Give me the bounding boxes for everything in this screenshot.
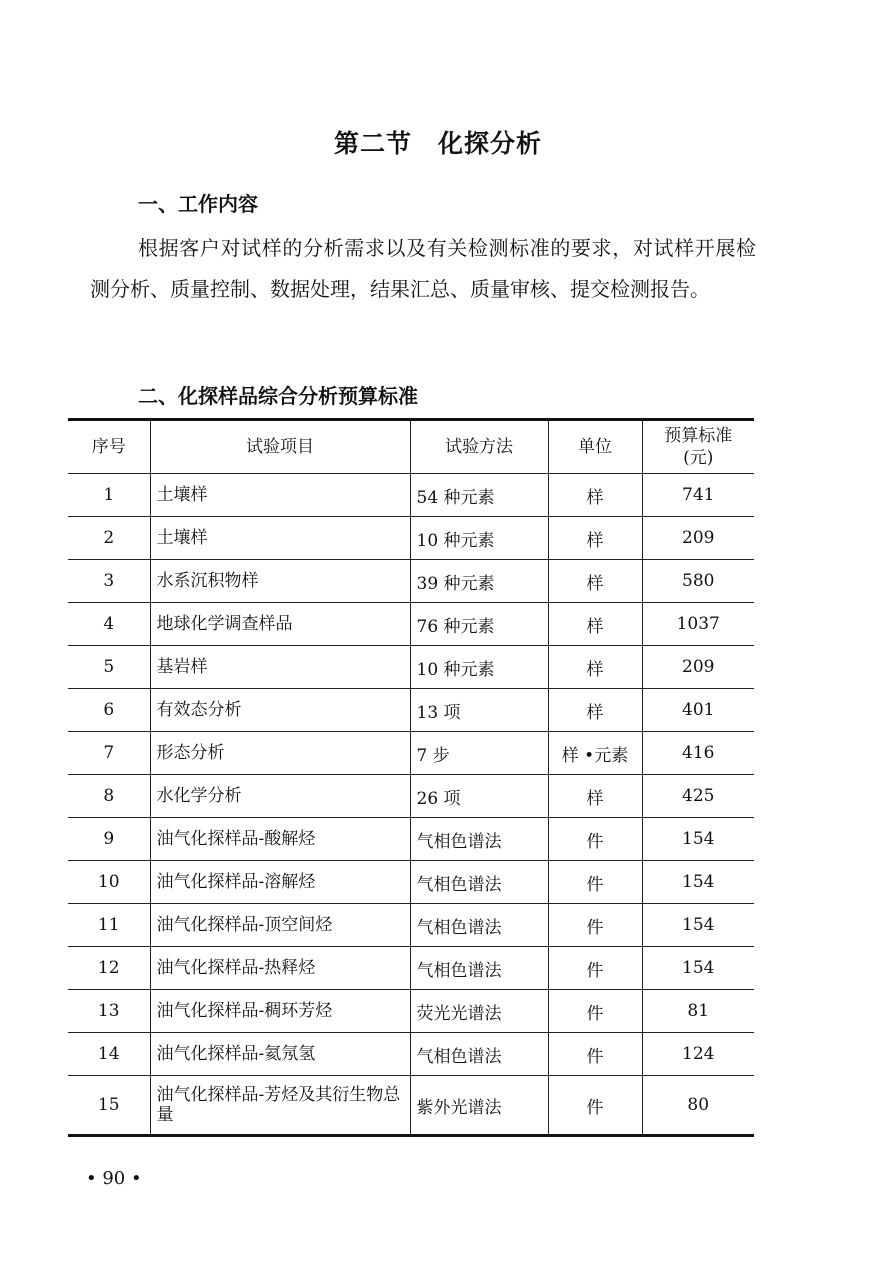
cell-no: 11 xyxy=(68,904,150,947)
cell-unit: 件 xyxy=(548,1033,642,1076)
cell-no: 3 xyxy=(68,560,150,603)
header-item: 试验项目 xyxy=(150,420,410,474)
cell-price: 154 xyxy=(642,947,754,990)
header-price-line2: (元) xyxy=(683,448,714,468)
cell-price: 209 xyxy=(642,517,754,560)
cell-item: 油气化探样品-稠环芳烃 xyxy=(150,990,410,1033)
work-content-paragraph: 根据客户对试样的分析需求以及有关检测标准的要求，对试样开展检测分析、质量控制、数据处理，结果汇总、质量审核、提交检测报告。 xyxy=(90,236,756,301)
cell-no: 15 xyxy=(68,1076,150,1136)
table-row xyxy=(68,775,754,818)
cell-price: 416 xyxy=(642,732,754,775)
cell-method: 荧光光谱法 xyxy=(410,990,548,1033)
cell-price: 209 xyxy=(642,646,754,689)
cell-item: 油气化探样品-溶解烃 xyxy=(150,861,410,904)
cell-item: 基岩样 xyxy=(150,646,410,689)
table-row xyxy=(68,560,754,603)
budget-table xyxy=(68,418,754,1137)
cell-unit: 样 xyxy=(548,603,642,646)
cell-method: 13 项 xyxy=(410,689,548,732)
cell-item: 形态分析 xyxy=(150,732,410,775)
cell-method: 54 种元素 xyxy=(410,474,548,517)
cell-item: 油气化探样品-顶空间烃 xyxy=(150,904,410,947)
section-heading-work-content: 一、工作内容 xyxy=(138,192,258,216)
cell-unit: 件 xyxy=(548,1076,642,1136)
cell-price: 401 xyxy=(642,689,754,732)
cell-unit: 件 xyxy=(548,947,642,990)
cell-method: 气相色谱法 xyxy=(410,947,548,990)
cell-method: 76 种元素 xyxy=(410,603,548,646)
table-body xyxy=(68,474,754,1136)
table-header-row xyxy=(68,420,754,474)
cell-unit: 样 xyxy=(548,517,642,560)
table-row xyxy=(68,646,754,689)
cell-no: 6 xyxy=(68,689,150,732)
table-row xyxy=(68,1033,754,1076)
table-row xyxy=(68,1076,754,1136)
cell-method: 10 种元素 xyxy=(410,646,548,689)
table-row xyxy=(68,517,754,560)
cell-method: 气相色谱法 xyxy=(410,1033,548,1076)
table-row xyxy=(68,474,754,517)
cell-no: 4 xyxy=(68,603,150,646)
cell-unit: 样 xyxy=(548,560,642,603)
header-method: 试验方法 xyxy=(410,420,548,474)
cell-price: 154 xyxy=(642,861,754,904)
cell-method: 气相色谱法 xyxy=(410,818,548,861)
cell-price: 580 xyxy=(642,560,754,603)
cell-unit: 样 •元素 xyxy=(548,732,642,775)
cell-unit: 件 xyxy=(548,861,642,904)
cell-price: 81 xyxy=(642,990,754,1033)
cell-item: 油气化探样品-芳烃及其衍生物总量 xyxy=(150,1076,410,1136)
cell-no: 10 xyxy=(68,861,150,904)
header-price xyxy=(642,420,754,474)
cell-method: 紫外光谱法 xyxy=(410,1076,548,1136)
table-row xyxy=(68,947,754,990)
cell-price: 1037 xyxy=(642,603,754,646)
cell-unit: 样 xyxy=(548,689,642,732)
cell-price: 154 xyxy=(642,818,754,861)
table-row xyxy=(68,818,754,861)
cell-method: 26 项 xyxy=(410,775,548,818)
cell-price: 425 xyxy=(642,775,754,818)
table-row xyxy=(68,990,754,1033)
cell-no: 7 xyxy=(68,732,150,775)
cell-item: 油气化探样品-热释烃 xyxy=(150,947,410,990)
cell-method: 10 种元素 xyxy=(410,517,548,560)
cell-no: 1 xyxy=(68,474,150,517)
cell-unit: 样 xyxy=(548,775,642,818)
cell-price: 154 xyxy=(642,904,754,947)
table-row xyxy=(68,861,754,904)
cell-price: 124 xyxy=(642,1033,754,1076)
cell-no: 12 xyxy=(68,947,150,990)
cell-no: 9 xyxy=(68,818,150,861)
cell-item: 土壤样 xyxy=(150,517,410,560)
cell-item: 土壤样 xyxy=(150,474,410,517)
cell-unit: 件 xyxy=(548,990,642,1033)
cell-unit: 件 xyxy=(548,904,642,947)
cell-item: 油气化探样品-氦氖氢 xyxy=(150,1033,410,1076)
section-heading-budget-standard: 二、化探样品综合分析预算标准 xyxy=(138,384,418,408)
cell-no: 5 xyxy=(68,646,150,689)
header-no: 序号 xyxy=(68,420,150,474)
table-row xyxy=(68,689,754,732)
cell-item: 有效态分析 xyxy=(150,689,410,732)
cell-item: 水系沉积物样 xyxy=(150,560,410,603)
table-row xyxy=(68,603,754,646)
cell-method: 39 种元素 xyxy=(410,560,548,603)
cell-unit: 件 xyxy=(548,818,642,861)
cell-no: 8 xyxy=(68,775,150,818)
cell-price: 741 xyxy=(642,474,754,517)
cell-item: 水化学分析 xyxy=(150,775,410,818)
header-unit: 单位 xyxy=(548,420,642,474)
page-title: 第二节 化探分析 xyxy=(333,129,542,158)
cell-method: 气相色谱法 xyxy=(410,861,548,904)
table-row xyxy=(68,904,754,947)
cell-item: 油气化探样品-酸解烃 xyxy=(150,818,410,861)
cell-price: 80 xyxy=(642,1076,754,1136)
page-number: • 90 • xyxy=(86,1168,142,1189)
cell-unit: 样 xyxy=(548,646,642,689)
cell-item: 地球化学调查样品 xyxy=(150,603,410,646)
cell-no: 14 xyxy=(68,1033,150,1076)
cell-unit: 样 xyxy=(548,474,642,517)
cell-method: 7 步 xyxy=(410,732,548,775)
cell-no: 2 xyxy=(68,517,150,560)
cell-method: 气相色谱法 xyxy=(410,904,548,947)
cell-no: 13 xyxy=(68,990,150,1033)
table-row xyxy=(68,732,754,775)
header-price-line1: 预算标准 xyxy=(664,426,733,446)
